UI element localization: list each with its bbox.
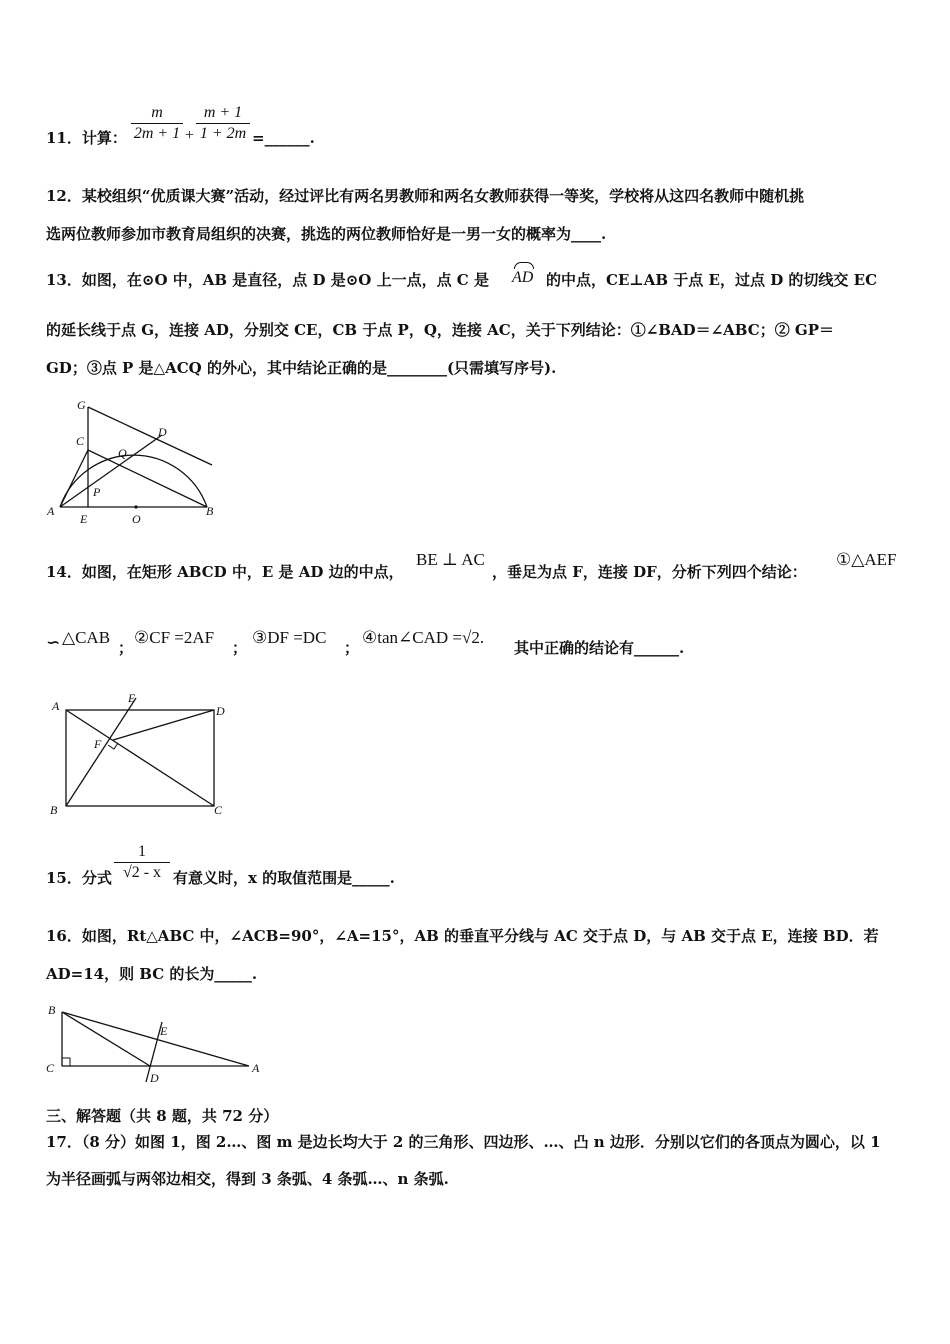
q14-conclusion-3: ③DF =DC: [252, 628, 327, 647]
q13-line-3: GD；③点 P 是△ACQ 的外心，其中结论正确的是________(只需填写序号).: [46, 359, 557, 377]
q14-label-e: E: [128, 691, 136, 705]
q13-line-1b: 的中点，CE⊥AB 于点 E，过点 D 的切线交 EC: [546, 271, 878, 289]
q13-label-a: A: [47, 504, 55, 518]
q16-label-b: B: [48, 1003, 56, 1017]
q16-line-bd: [62, 1012, 150, 1066]
q16-line-2: AD=14，则 BC 的长为_____.: [46, 965, 258, 983]
q14-conclusion-1b: △CAB: [62, 628, 111, 647]
q14-sep-2: ；: [232, 639, 248, 657]
q16-right-angle-mark: [62, 1058, 70, 1066]
q13-label-b: B: [206, 504, 214, 518]
q14-line-df: [113, 710, 214, 740]
q14-sep-1: ；: [118, 639, 134, 657]
q16-label-d: D: [150, 1071, 159, 1085]
q14-right-angle-mark: [108, 743, 118, 749]
q14-line-1a: 14．如图，在矩形 ABCD 中，E 是 AD 边的中点，: [46, 563, 404, 581]
arc-symbol-icon: [514, 262, 534, 269]
q14-line-1b: ，垂足为点 F，连接 DF，分析下列四个结论：: [492, 563, 807, 581]
q16-label-c: C: [46, 1061, 55, 1075]
q11-fraction-1: [131, 104, 183, 143]
q15-prefix: 15．分式: [46, 869, 112, 887]
q14-label-a: A: [52, 699, 60, 713]
q16-label-a: A: [252, 1061, 260, 1075]
q14-label-c: C: [214, 803, 223, 817]
q14-line-be: [66, 698, 136, 806]
q15-denominator: √2 - x: [122, 864, 162, 881]
q12-line-2: 选两位教师参加市教育局组织的决赛，挑选的两位教师恰好是一男一女的概率为____.: [46, 225, 607, 243]
q11-fraction-2: [196, 104, 250, 143]
q13-label-d: D: [158, 425, 167, 439]
q13-label-o: O: [132, 512, 141, 526]
q14-conclusion-2: ②CF =2AF: [134, 628, 215, 647]
q17-line-2: 为半径画弧与两邻边相交，得到 3 条弧、4 条弧…、n 条弧.: [46, 1170, 449, 1188]
q14-conclusion-1: ①△AEF: [836, 550, 897, 569]
q16-figure: [44, 1000, 269, 1090]
q14-figure: [48, 690, 238, 820]
q11-frac2-denominator: 1 + 2m: [199, 125, 247, 142]
q13-line-1a: 13．如图，在⊙O 中，AB 是直径，点 D 是⊙O 上一点，点 C 是: [46, 271, 489, 289]
q11-frac2-numerator: m + 1: [196, 104, 250, 124]
q13-line-2: 的延长线于点 G，连接 AD，分别交 CE，CB 于点 P，Q，连接 AC，关于下列结论：①∠BAD＝∠ABC；② GP＝: [46, 321, 835, 339]
q14-label-f: F: [94, 737, 102, 751]
q14-label-b: B: [50, 803, 58, 817]
q11-prefix: 11．计算：: [46, 129, 127, 147]
q11-plus: +: [185, 127, 195, 144]
q14-similar-symbol: ∽: [46, 633, 61, 652]
q13-arc-text: AD: [512, 269, 534, 286]
section-3-heading: 三、解答题（共 8 题，共 72 分）: [46, 1107, 279, 1125]
q16-label-e: E: [160, 1024, 168, 1038]
q13-figure: [40, 395, 230, 530]
q11-suffix: =______.: [252, 129, 315, 147]
q13-label-p: P: [93, 485, 101, 499]
q14-conclusion-4: ④tan∠CAD =√2.: [362, 628, 485, 647]
q17-line-1: 17．（8 分）如图 1，图 2…、图 m 是边长均大于 2 的三角形、四边形、…、凸 n 边形．分别以它们的各顶点为圆心，以 1: [46, 1133, 881, 1151]
q15-suffix: 有意义时，x 的取值范围是_____.: [173, 869, 395, 887]
q16-line-1: 16．如图，Rt△ABC 中，∠ACB=90°，∠A=15°，AB 的垂直平分线与 AC 交于点 D，与 AB 交于点 E，连接 BD．若: [46, 927, 879, 945]
q13-label-c: C: [76, 434, 85, 448]
q14-diagonal-ac: [66, 710, 214, 806]
q14-line-2-tail: 其中正确的结论有______.: [514, 639, 685, 657]
q14-label-d: D: [216, 704, 225, 718]
q11-frac1-denominator: 2m + 1: [133, 125, 181, 142]
q16-side-ab: [62, 1012, 249, 1066]
q14-sep-3: ；: [344, 639, 360, 657]
q15-numerator: 1: [114, 843, 170, 863]
q13-arc-label: [512, 262, 534, 287]
q13-center-o: [134, 505, 137, 508]
q13-label-e: E: [80, 512, 88, 526]
q13-label-g: G: [77, 398, 86, 412]
q11-frac1-numerator: m: [131, 104, 183, 124]
q14-math-perp: BE ⊥ AC: [416, 550, 485, 569]
q15-fraction: [114, 843, 170, 882]
q13-label-q: Q: [118, 446, 127, 460]
q12-line-1: 12．某校组织“优质课大赛”活动，经过评比有两名男教师和两名女教师获得一等奖，学校将从这四名教师中随机挑: [46, 187, 805, 205]
q13-line-ac: [60, 450, 88, 507]
